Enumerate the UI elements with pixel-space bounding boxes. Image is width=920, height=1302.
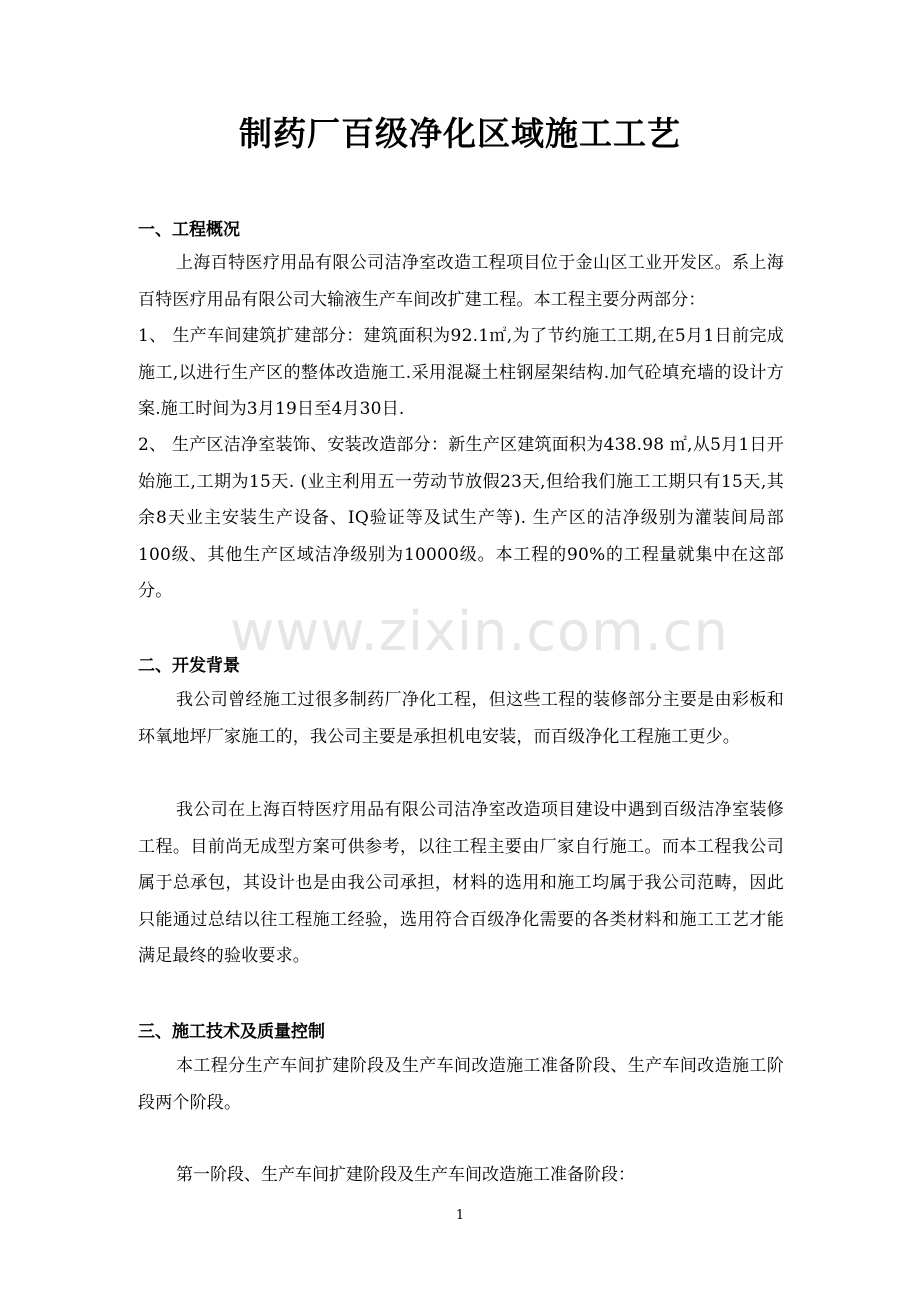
section-heading-background: 二、开发背景	[138, 656, 240, 676]
overview-paragraph-1: 上海百特医疗用品有限公司洁净室改造工程项目位于金山区工业开发区。系上海百特医疗用品有限公司大输液生产车间改扩建工程。本工程主要分两部分：	[138, 253, 784, 310]
section-heading-overview: 一、工程概况	[138, 220, 240, 240]
overview-paragraph-3: 2、 生产区洁净室装饰、安装改造部分：新生产区建筑面积为438.98 ㎡,从5月1日开始施工,工期为15天. (业主利用五一劳动节放假23天,但给我们施工工期只有15天,其余8天业主安装生产设备、IQ验证等及试生产等). 生产区的洁净级别为灌装间局部100级、其他生产区域洁净级别为10000级。本工程的90%的工程量就集中在这部分。	[138, 435, 784, 601]
section-heading-technology: 三、施工技术及质量控制	[138, 1022, 325, 1042]
background-paragraph-1: 我公司曾经施工过很多制药厂净化工程，但这些工程的装修部分主要是由彩板和环氧地坪厂家施工的，我公司主要是承担机电安装，而百级净化工程施工更少。	[138, 690, 784, 747]
background-paragraph-2: 我公司在上海百特医疗用品有限公司洁净室改造项目建设中遇到百级洁净室装修工程。目前尚无成型方案可供参考，以往工程主要由厂家自行施工。而本工程我公司属于总承包，其设计也是由我公司承担，材料的选用和施工均属于我公司范畴，因此只能通过总结以往工程施工经验，选用符合百级净化需要的各类材料和施工工艺才能满足最终的验收要求。	[138, 800, 784, 966]
overview-paragraph-2: 1、 生产车间建筑扩建部分：建筑面积为92.1㎡,为了节约施工工期,在5月1日前完成施工,以进行生产区的整体改造施工.采用混凝土柱钢屋架结构.加气砼填充墙的设计方案.施工时间为3月19日至4月30日.	[138, 326, 784, 419]
document-title: 制药厂百级净化区域施工工艺	[239, 114, 681, 153]
technology-paragraph-1: 本工程分生产车间扩建阶段及生产车间改造施工准备阶段、生产车间改造施工阶段两个阶段。	[138, 1056, 784, 1113]
watermark: www.zixin.com.cn	[230, 600, 729, 663]
technology-paragraph-2: 第一阶段、生产车间扩建阶段及生产车间改造施工准备阶段：	[176, 1165, 635, 1185]
page-number: 1	[455, 1208, 465, 1223]
